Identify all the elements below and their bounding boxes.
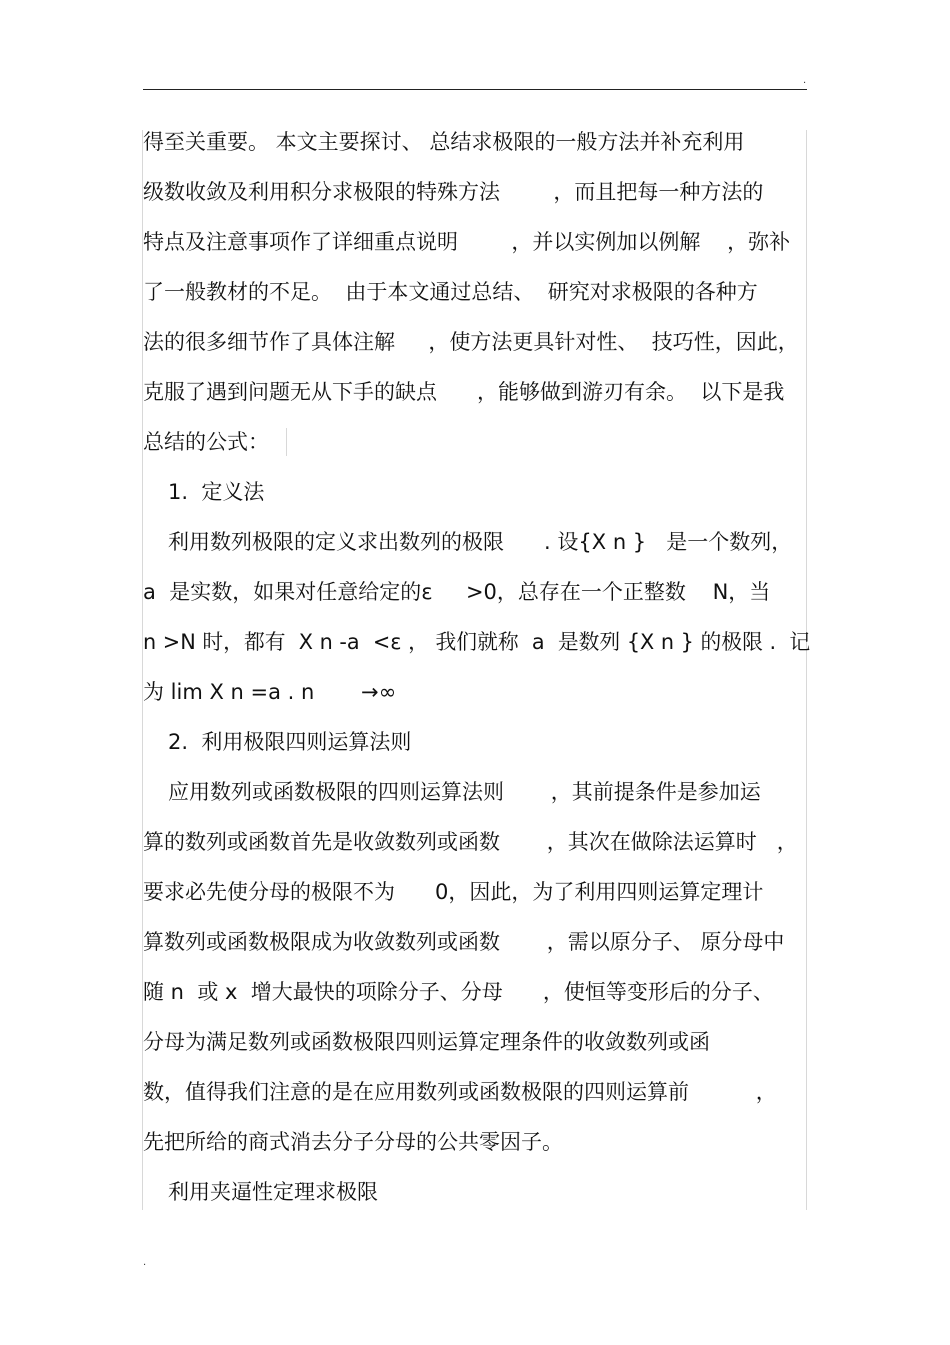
scan-border-short xyxy=(286,428,287,456)
paragraph-line-10: a 是实数，如果对任意给定的ε >0，总存在一个正整数 N，当 xyxy=(143,580,771,604)
scan-border-right xyxy=(806,130,807,1210)
paragraph-line-20: 数，值得我们注意的是在应用数列或函数极限的四则运算前 ， xyxy=(143,1080,777,1104)
paragraph-line-16: 要求必先使分母的极限不为 0，因此，为了利用四则运算定理计 xyxy=(143,880,764,904)
paragraph-line-1: 得至关重要。 本文主要探讨、 总结求极限的一般方法并补充利用 xyxy=(143,130,745,154)
paragraph-line-17: 算数列或函数极限成为收敛数列或函数 ，需以原分子、 原分母中 xyxy=(143,930,785,954)
paragraph-line-2: 级数收敛及利用积分求极限的特殊方法 ，而且把每一种方法的 xyxy=(143,180,764,204)
paragraph-line-7: 总结的公式： xyxy=(143,430,269,454)
section-heading-definition: 1. 定义法 xyxy=(168,480,265,504)
section-heading-arithmetic-rules: 2. 利用极限四则运算法则 xyxy=(168,730,412,754)
section-heading-squeeze-theorem: 利用夹逼性定理求极限 xyxy=(168,1180,378,1204)
paragraph-line-3: 特点及注意事项作了详细重点说明 ，并以实例加以例解 ，弥补 xyxy=(143,230,791,254)
bottom-left-dot: . xyxy=(143,1257,147,1268)
header-rule xyxy=(143,89,807,90)
paragraph-line-6: 克服了遇到问题无从下手的缺点 ，能够做到游刃有余。 以下是我 xyxy=(143,380,785,404)
paragraph-line-14: 应用数列或函数极限的四则运算法则 ，其前提条件是参加运 xyxy=(168,780,761,804)
paragraph-line-4: 了一般教材的不足。 由于本文通过总结、 研究对求极限的各种方 xyxy=(143,280,758,304)
paragraph-line-11: n >N 时，都有 X n -a <ε ， 我们就称 a 是数列 {X n } 的极限 . 记 xyxy=(143,630,811,654)
paragraph-line-18: 随 n 或 x 增大最快的项除分子、分母 ，使恒等变形后的分子、 xyxy=(143,980,774,1004)
paragraph-line-19: 分母为满足数列或函数极限四则运算定理条件的收敛数列或函 xyxy=(143,1030,710,1054)
paragraph-line-21: 先把所给的商式消去分子分母的公共零因子。 xyxy=(143,1130,563,1154)
paragraph-line-5: 法的很多细节作了具体注解 ，使方法更具针对性、 技巧性，因此， xyxy=(143,330,799,354)
paragraph-line-15: 算的数列或函数首先是收敛数列或函数 ，其次在做除法运算时 ， xyxy=(143,830,798,854)
top-right-dot: . xyxy=(803,75,807,86)
paragraph-line-12: 为 lim X n =a . n →∞ xyxy=(143,680,397,704)
paragraph-line-9: 利用数列极限的定义求出数列的极限 . 设{X n } 是一个数列， xyxy=(168,530,793,554)
